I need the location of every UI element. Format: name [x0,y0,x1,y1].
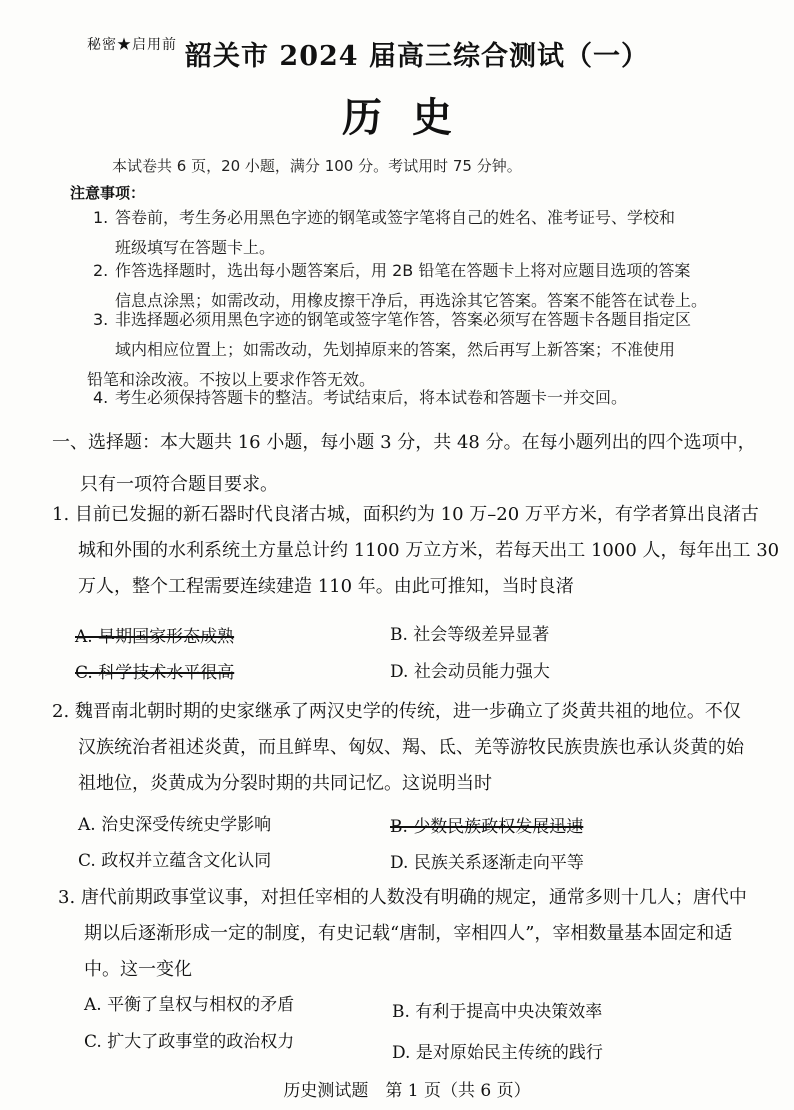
question-line: 汉族统治者祖述炎黄，而且鲜卑、匈奴、羯、氐、羌等游牧民族贵族也承认炎黄的始 [78,737,744,758]
notice-line: 非选择题必须用黑色字迹的钢笔或签字笔作答，答案必须写在答题卡各题目指定区 [115,310,692,329]
option-3c: C. 扩大了政事堂的政治权力 [84,1032,295,1052]
notice-line: 域内相应位置上；如需改动，先划掉原来的答案，然后再写上新答案；不准使用 [115,340,676,359]
option-2d: D. 民族关系逐渐走向平等 [390,853,584,873]
question-line: 1. 目前已发掘的新石器时代良渚古城，面积约为 10 万–20 万平方米，有学者算出良渚古 [52,504,759,525]
question-line: 中。这一变化 [84,959,192,980]
section-heading [52,422,756,506]
notice-line: 考生必须保持答题卡的整洁。考试结束后，将本试卷和答题卡一并交回。 [115,388,628,407]
notice-number: 3. [93,310,109,329]
notice-line: 作答选择题时，选出每小题答案后，用 2B 铅笔在答题卡上将对应题目选项的答案 [115,261,691,280]
option-2a: A. 治史深受传统史学影响 [78,815,272,835]
option-3d: D. 是对原始民主传统的践行 [392,1043,603,1063]
section-line: 只有一项符合题目要求。 [80,474,278,495]
option-1d: D. 社会动员能力强大 [390,662,550,682]
notice-line: 铅笔和涂改液。不按以上要求作答无效。 [87,370,376,389]
question-line: 万人，整个工程需要连续建造 110 年。由此可推知，当时良渚 [78,576,574,597]
notice-line: 班级填写在答题卡上。 [115,238,276,257]
question-line: 2. 魏晋南北朝时期的史家继承了两汉史学的传统，进一步确立了炎黄共祖的地位。不仅 [52,701,741,722]
option-1b: B. 社会等级差异显著 [390,625,550,645]
option-2c: C. 政权并立蕴含文化认同 [78,851,272,871]
page-footer: 历史测试题 第 1 页（共 6 页） [283,1081,531,1101]
notice-line: 信息点涂黑；如需改动，用橡皮擦干净后，再选涂其它答案。答案不能答在试卷上。 [115,291,708,310]
notice-item-1 [93,203,793,263]
option-2b: B. 少数民族政权发展迅速 [390,817,584,837]
option-3b: B. 有利于提高中央决策效率 [392,1002,603,1022]
question-line: 城和外围的水利系统土方量总计约 1100 万立方米，若每天出工 1000 人，每年出工 30 [78,540,780,561]
question-line: 期以后逐渐形成一定的制度，有史记载“唐制，宰相四人”，宰相数量基本固定和适 [84,923,733,944]
question-1 [52,497,779,605]
notice-item-4 [93,383,793,413]
notice-line: 答卷前，考生务必用黑色字迹的钢笔或签字笔将自己的姓名、准考证号、学校和 [115,208,676,227]
notice-label: 注意事项： [70,184,146,202]
option-3a: A. 平衡了皇权与相权的矛盾 [84,995,295,1015]
notice-number: 1. [93,208,109,227]
subject-title: 历史 [342,94,482,141]
notice-number: 4. [93,388,109,407]
section-line: 一、选择题：本大题共 16 小题，每小题 3 分，共 48 分。在每小题列出的四个选项中， [52,432,756,453]
question-line: 3. 唐代前期政事堂议事，对担任宰相的人数没有明确的规定，通常多则十几人；唐代中 [58,887,747,908]
notice-item-3 [87,305,793,395]
notice-number: 2. [93,261,109,280]
exam-title: 韶关市 2024 届高三综合测试（一） [185,41,649,72]
question-2 [52,694,744,802]
secret-label: 秘密★启用前 [87,37,177,53]
option-1a: A. 早期国家形态成熟 [75,627,235,647]
option-1c: C. 科学技术水平很高 [75,663,235,683]
question-line: 祖地位，炎黄成为分裂时期的共同记忆。这说明当时 [78,773,492,794]
question-3 [58,880,747,988]
exam-info: 本试卷共 6 页，20 小题，满分 100 分。考试用时 75 分钟。 [112,157,522,175]
